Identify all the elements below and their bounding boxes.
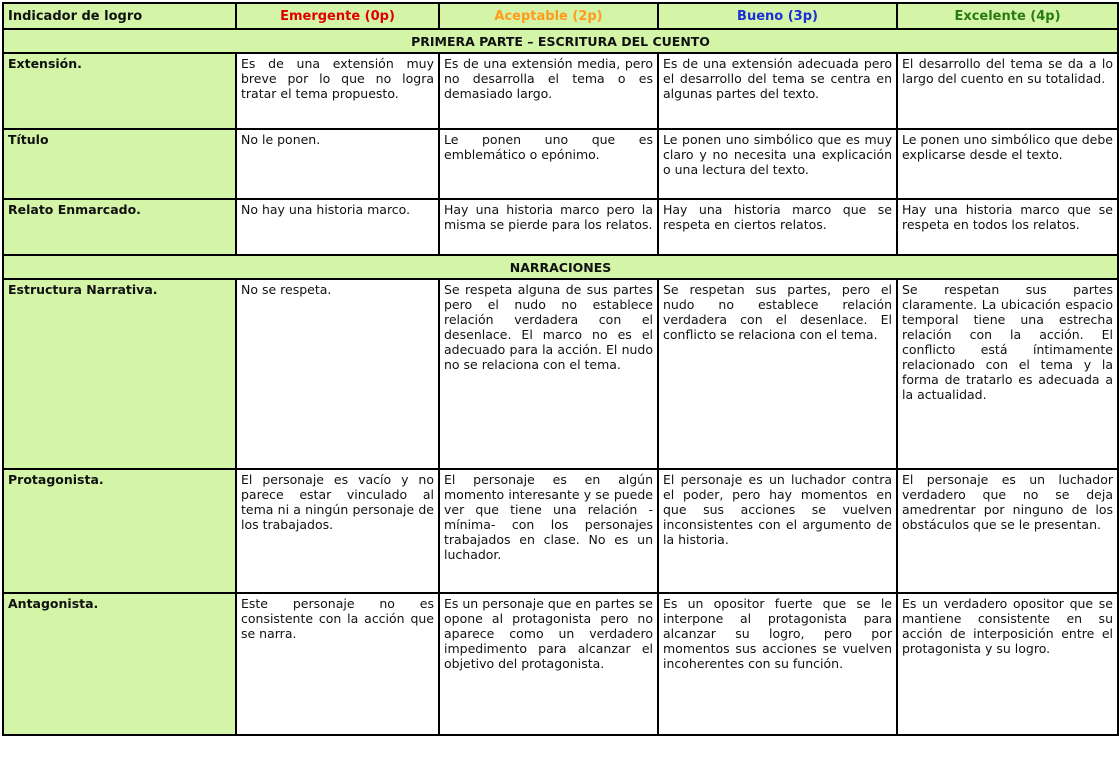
rubric-row	[3, 469, 1118, 593]
cell-aceptable: Es un personaje que en partes se opone al protagonista pero no aparece como un verdadero impedimento para alcanzar el objetivo del protagonista.	[439, 593, 658, 735]
cell-bueno: Se respetan sus partes, pero el nudo no establece relación verdadera con el desenlace. El conflicto se relaciona con el tema.	[658, 279, 897, 469]
cell-bueno: Le ponen uno simbólico que es muy claro y no necesita una explicación o una lectura del texto.	[658, 129, 897, 199]
cell-emergente: Es de una extensión muy breve por lo que no logra tratar el tema propuesto.	[236, 53, 439, 129]
section-row-narraciones	[3, 255, 1118, 279]
cell-aceptable: Se respeta alguna de sus partes pero el nudo no establece relación verdadera con el desenlace. El marco no es el adecuado para la acción. El nudo no se relaciona con el tema.	[439, 279, 658, 469]
cell-emergente: Este personaje no es consistente con la acción que se narra.	[236, 593, 439, 735]
row-indicator: Relato Enmarcado.	[3, 199, 236, 255]
rubric-row	[3, 593, 1118, 735]
row-indicator: Estructura Narrativa.	[3, 279, 236, 469]
cell-aceptable: Es de una extensión media, pero no desarrolla el tema o es demasiado largo.	[439, 53, 658, 129]
section-title: NARRACIONES	[3, 255, 1118, 279]
cell-emergente: No hay una historia marco.	[236, 199, 439, 255]
cell-emergente: El personaje es vacío y no parece estar vinculado al tema ni a ningún personaje de los trabajados.	[236, 469, 439, 593]
rubric-row	[3, 279, 1118, 469]
header-level-aceptable: Aceptable (2p)	[439, 3, 658, 29]
cell-excelente: Hay una historia marco que se respeta en todos los relatos.	[897, 199, 1118, 255]
rubric-row	[3, 199, 1118, 255]
row-indicator: Título	[3, 129, 236, 199]
cell-excelente: El personaje es un luchador verdadero que no se deja amedrentar por ninguno de los obstáculos que se le presentan.	[897, 469, 1118, 593]
section-title: PRIMERA PARTE – ESCRITURA DEL CUENTO	[3, 29, 1118, 53]
cell-excelente: El desarrollo del tema se da a lo largo del cuento en su totalidad.	[897, 53, 1118, 129]
rubric-row	[3, 53, 1118, 129]
row-indicator: Antagonista.	[3, 593, 236, 735]
header-level-excelente: Excelente (4p)	[897, 3, 1118, 29]
header-row	[3, 3, 1118, 29]
cell-aceptable: El personaje es en algún momento interesante y se puede ver que tiene una relación -mínima- con los personajes trabajados en clase. No es un luchador.	[439, 469, 658, 593]
rubric-row	[3, 129, 1118, 199]
header-level-emergente: Emergente (0p)	[236, 3, 439, 29]
cell-excelente: Es un verdadero opositor que se mantiene consistente en su acción de interposición entre el protagonista y su logro.	[897, 593, 1118, 735]
section-row-escritura	[3, 29, 1118, 53]
cell-emergente: No se respeta.	[236, 279, 439, 469]
cell-bueno: El personaje es un luchador contra el poder, pero hay momentos en que sus acciones se vuelven inconsistentes con el argumento de la historia.	[658, 469, 897, 593]
cell-emergente: No le ponen.	[236, 129, 439, 199]
rubric-table	[2, 2, 1119, 736]
cell-bueno: Es un opositor fuerte que se le interpone al protagonista para alcanzar su logro, pero por momentos sus acciones se vuelven incoherentes con su función.	[658, 593, 897, 735]
cell-bueno: Hay una historia marco que se respeta en ciertos relatos.	[658, 199, 897, 255]
cell-bueno: Es de una extensión adecuada pero el desarrollo del tema se centra en algunas partes del texto.	[658, 53, 897, 129]
cell-aceptable: Hay una historia marco pero la misma se pierde para los relatos.	[439, 199, 658, 255]
row-indicator: Extensión.	[3, 53, 236, 129]
cell-excelente: Le ponen uno simbólico que debe explicarse desde el texto.	[897, 129, 1118, 199]
row-indicator: Protagonista.	[3, 469, 236, 593]
header-level-bueno: Bueno (3p)	[658, 3, 897, 29]
cell-aceptable: Le ponen uno que es emblemático o epónimo.	[439, 129, 658, 199]
header-indicator: Indicador de logro	[3, 3, 236, 29]
cell-excelente: Se respetan sus partes claramente. La ubicación espacio temporal tiene una estrecha relación con la acción. El conflicto está íntimamente relacionado con el tema y la forma de tratarlo es adecuada a la actualidad.	[897, 279, 1118, 469]
